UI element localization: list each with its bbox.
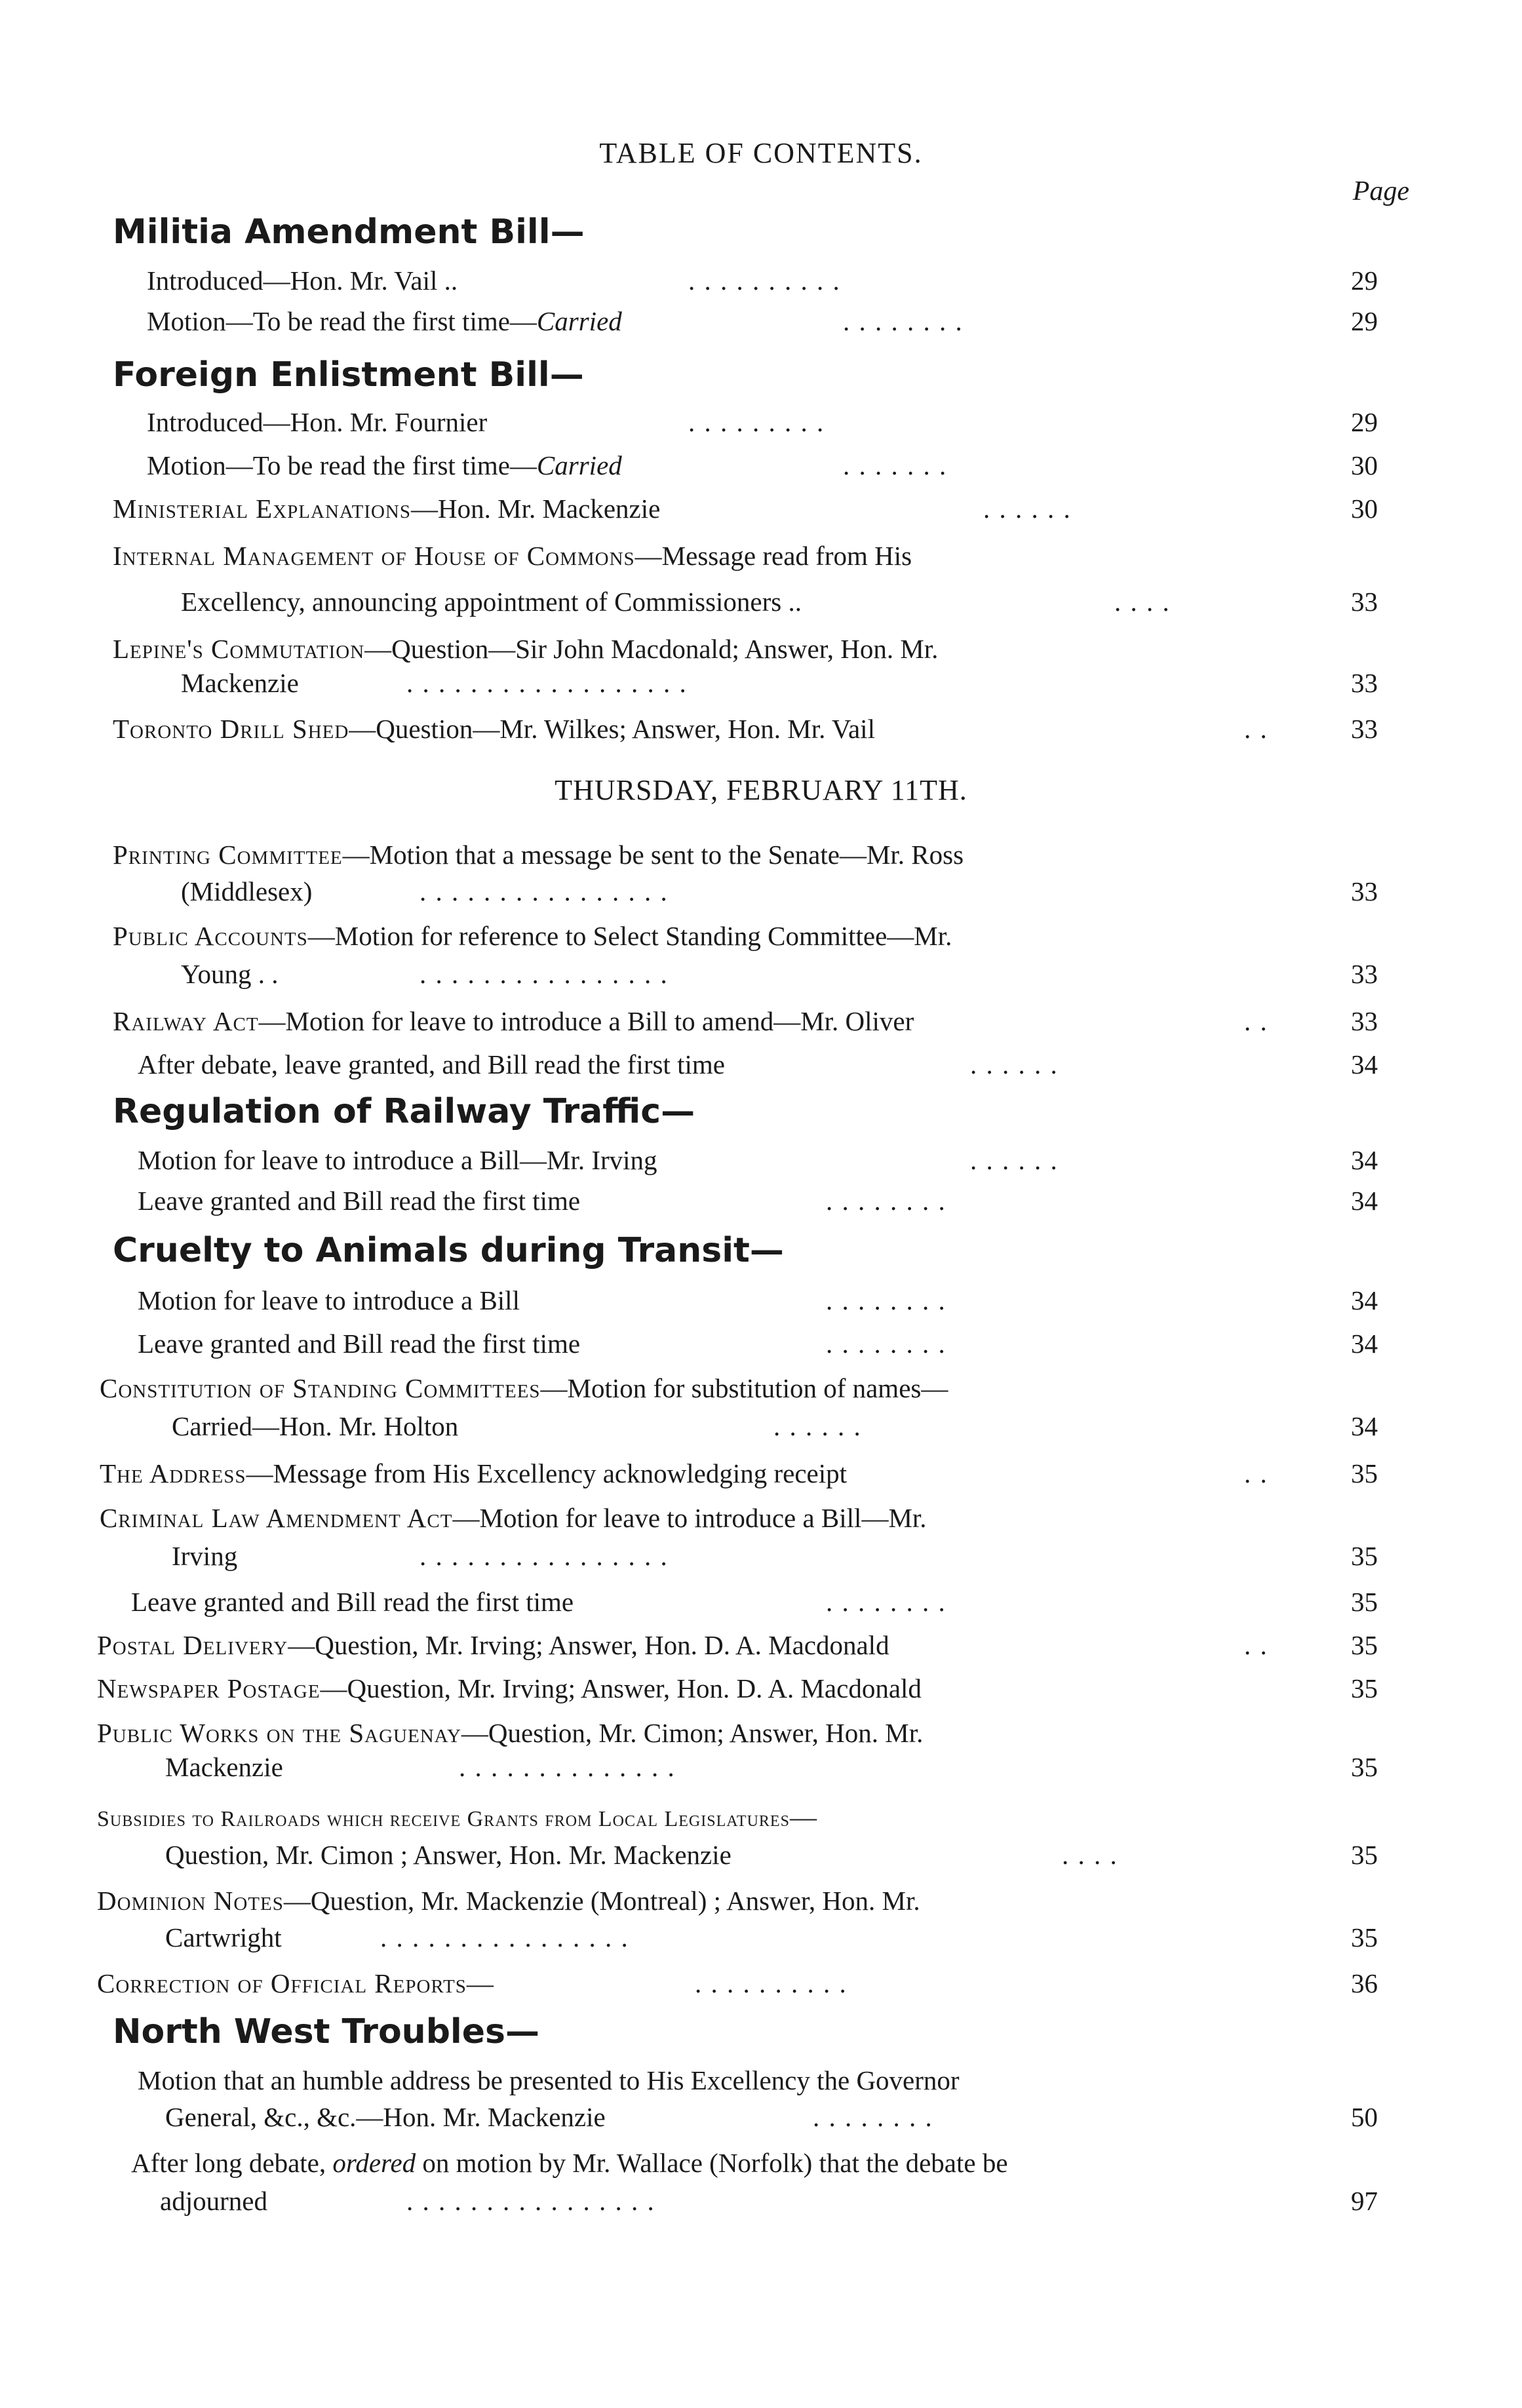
entry-text: Carried—Hon. Mr. Holton bbox=[172, 1411, 459, 1441]
entry-text: Cartwright bbox=[165, 1922, 282, 1952]
toc-entry bbox=[0, 2061, 1522, 2100]
toc-entry bbox=[0, 1140, 1522, 1180]
entry-text: adjourned bbox=[160, 2186, 267, 2216]
entry-text: Lepine's Commutation—Question—Sir John Macdonald; Answer, Hon. Mr. bbox=[113, 634, 939, 664]
leader-dots: . . . . . . . . bbox=[813, 2102, 933, 2132]
entry-page: 35 bbox=[1351, 1922, 1378, 1952]
toc-entry bbox=[0, 2181, 1522, 2221]
toc-entry bbox=[0, 582, 1522, 621]
entry-text: Introduced—Hon. Mr. Fournier bbox=[147, 407, 488, 437]
leader-dots: . . . . . . . . . . . . . . bbox=[459, 1752, 676, 1782]
toc-entry bbox=[0, 1713, 1522, 1753]
entry-page: 35 bbox=[1351, 1752, 1378, 1782]
entry-page: 35 bbox=[1351, 1458, 1378, 1488]
toc-entry bbox=[0, 489, 1522, 528]
entry-text: Motion—To be read the first time—Carried bbox=[147, 450, 622, 480]
entry-page: 33 bbox=[1351, 668, 1378, 698]
entry-page: 33 bbox=[1351, 1006, 1378, 1036]
toc-entry bbox=[0, 1835, 1522, 1874]
toc-entry bbox=[0, 663, 1522, 703]
entry-text: (Middlesex) bbox=[181, 876, 313, 906]
entry-text: Toronto Drill Shed—Question—Mr. Wilkes; Answer, Hon. Mr. Vail bbox=[113, 714, 875, 744]
leader-dots: . . . . . . bbox=[773, 1411, 862, 1441]
toc-entry bbox=[0, 446, 1522, 485]
leader-dots: . . . . . . . . . . . . . . . . bbox=[420, 959, 669, 989]
leader-dots: . . . . . . . . bbox=[843, 306, 964, 336]
entry-page: 35 bbox=[1351, 1630, 1378, 1660]
entry-text: Subsidies to Railroads which receive Grants from Local Legislatures— bbox=[97, 1802, 817, 1832]
leader-dots: . . . . . . . . . . . . . . . . bbox=[380, 1922, 629, 1952]
leader-dots: . . . . . . . . . . . . . . . . . . bbox=[406, 668, 688, 698]
leader-dots: . . bbox=[1244, 1458, 1268, 1488]
entry-page: 29 bbox=[1351, 265, 1378, 296]
leader-dots: . . . . . . . . . bbox=[688, 407, 825, 437]
leader-dots: . . bbox=[1244, 1630, 1268, 1660]
entry-text: Constitution of Standing Committees—Motion for substitution of names— bbox=[100, 1373, 948, 1403]
leader-dots: . . . . . . . . bbox=[826, 1329, 946, 1359]
entry-text: General, &c., &c.—Hon. Mr. Mackenzie bbox=[165, 2102, 606, 2132]
toc-entry bbox=[0, 1045, 1522, 1084]
entry-page: 33 bbox=[1351, 587, 1378, 617]
toc-entry bbox=[0, 1281, 1522, 1320]
toc-entry bbox=[0, 1669, 1522, 1708]
toc-entry bbox=[0, 1747, 1522, 1787]
entry-text: Dominion Notes—Question, Mr. Mackenzie (Montreal) ; Answer, Hon. Mr. bbox=[97, 1886, 920, 1916]
entry-page: 30 bbox=[1351, 494, 1378, 524]
entry-text: Correction of Official Reports— bbox=[97, 1968, 494, 1998]
toc-entry bbox=[0, 1498, 1522, 1538]
toc-entry bbox=[0, 1454, 1522, 1493]
entry-text: Leave granted and Bill read the first time bbox=[138, 1186, 581, 1216]
toc-entry bbox=[0, 1407, 1522, 1446]
entry-text: Postal Delivery—Question, Mr. Irving; Answer, Hon. D. A. Macdonald bbox=[97, 1630, 889, 1660]
toc-entry bbox=[0, 1324, 1522, 1363]
leader-dots: . . . . . . . bbox=[843, 450, 948, 480]
toc-entry bbox=[0, 1536, 1522, 1576]
entry-page: 36 bbox=[1351, 1968, 1378, 1998]
entry-page: 35 bbox=[1351, 1840, 1378, 1870]
leader-dots: . . . . . . . . . . bbox=[688, 265, 841, 296]
leader-dots: . . . . . . . . . . . . . . . . bbox=[420, 876, 669, 906]
entry-page: 34 bbox=[1351, 1049, 1378, 1079]
entry-page: 34 bbox=[1351, 1329, 1378, 1359]
entry-page: 35 bbox=[1351, 1541, 1378, 1571]
entry-text: Leave granted and Bill read the first time bbox=[138, 1329, 581, 1359]
entry-text: Public Works on the Saguenay—Question, Mr. Cimon; Answer, Hon. Mr. bbox=[97, 1718, 924, 1748]
entry-text: Introduced—Hon. Mr. Vail .. bbox=[147, 265, 458, 296]
entry-text: Printing Committee—Motion that a message be sent to the Senate—Mr. Ross bbox=[113, 840, 964, 870]
section-heading-cruelty: Cruelty to Animals during Transit— bbox=[113, 1231, 784, 1270]
leader-dots: . . bbox=[1244, 1006, 1268, 1036]
section-heading-foreign: Foreign Enlistment Bill— bbox=[113, 355, 584, 395]
toc-entry bbox=[0, 1881, 1522, 1920]
section-heading-railway-traffic: Regulation of Railway Traffic— bbox=[113, 1092, 695, 1131]
entry-text: Public Accounts—Motion for reference to Select Standing Committee—Mr. bbox=[113, 921, 952, 951]
leader-dots: . . . . . . . . . . . . . . . . bbox=[420, 1541, 669, 1571]
toc-entry bbox=[0, 402, 1522, 442]
toc-entry bbox=[0, 872, 1522, 911]
entry-text: Newspaper Postage—Question, Mr. Irving; Answer, Hon. D. A. Macdonald bbox=[97, 1673, 922, 1703]
leader-dots: . . . . . . bbox=[983, 494, 1072, 524]
entry-page: 34 bbox=[1351, 1411, 1378, 1441]
entry-text: After debate, leave granted, and Bill read the first time bbox=[138, 1049, 725, 1079]
toc-entry bbox=[0, 1369, 1522, 1408]
entry-text: Mackenzie bbox=[165, 1752, 283, 1782]
entry-page: 35 bbox=[1351, 1673, 1378, 1703]
entry-text: Motion for leave to introduce a Bill—Mr. Irving bbox=[138, 1145, 657, 1175]
entry-text: Motion that an humble address be presented to His Excellency the Governor bbox=[138, 2065, 960, 2095]
toc-entry bbox=[0, 1797, 1522, 1836]
entry-text: Leave granted and Bill read the first time bbox=[131, 1587, 574, 1617]
entry-text: Excellency, announcing appointment of Commissioners .. bbox=[181, 587, 802, 617]
toc-entry bbox=[0, 261, 1522, 300]
toc-entry bbox=[0, 2143, 1522, 2183]
entry-page: 30 bbox=[1351, 450, 1378, 480]
entry-page: 33 bbox=[1351, 714, 1378, 744]
entry-page: 29 bbox=[1351, 306, 1378, 336]
entry-page: 29 bbox=[1351, 407, 1378, 437]
entry-text: The Address—Message from His Excellency acknowledging receipt bbox=[100, 1458, 847, 1488]
entry-text: Irving bbox=[172, 1541, 238, 1571]
entry-page: 34 bbox=[1351, 1145, 1378, 1175]
toc-entry bbox=[0, 629, 1522, 669]
entry-text: Question, Mr. Cimon ; Answer, Hon. Mr. Mackenzie bbox=[165, 1840, 732, 1870]
leader-dots: . . . . . . . . . . . . . . . . bbox=[406, 2186, 655, 2216]
leader-dots: . . . . . . . . bbox=[826, 1186, 946, 1216]
entry-text: Ministerial Explanations—Hon. Mr. Mackenzie bbox=[113, 494, 661, 524]
toc-entry bbox=[0, 954, 1522, 994]
entry-page: 35 bbox=[1351, 1587, 1378, 1617]
section-heading-militia: Militia Amendment Bill— bbox=[113, 212, 585, 252]
leader-dots: . . . . . . bbox=[970, 1145, 1059, 1175]
toc-entry bbox=[0, 1625, 1522, 1665]
section-heading-north-west: North West Troubles— bbox=[113, 2012, 539, 2051]
entry-text: Motion for leave to introduce a Bill bbox=[138, 1285, 520, 1315]
leader-dots: . . . . bbox=[1062, 1840, 1118, 1870]
entry-text: Criminal Law Amendment Act—Motion for leave to introduce a Bill—Mr. bbox=[100, 1503, 927, 1533]
entry-text: Railway Act—Motion for leave to introduce a Bill to amend—Mr. Oliver bbox=[113, 1006, 914, 1036]
entry-text: After long debate, ordered on motion by Mr. Wallace (Norfolk) that the debate be bbox=[131, 2148, 1008, 2178]
toc-entry bbox=[0, 2097, 1522, 2137]
entry-text: Young . . bbox=[181, 959, 279, 989]
toc-entry bbox=[0, 1964, 1522, 2003]
entry-text: Mackenzie bbox=[181, 668, 299, 698]
toc-entry bbox=[0, 1918, 1522, 1957]
entry-text: Internal Management of House of Commons—Message read from His bbox=[113, 541, 912, 571]
entry-page: 33 bbox=[1351, 876, 1378, 906]
leader-dots: . . . . . . . . . . bbox=[695, 1968, 848, 1998]
page-title: TABLE OF CONTENTS. bbox=[599, 137, 923, 169]
toc-entry bbox=[0, 835, 1522, 874]
entry-text: Motion—To be read the first time—Carried bbox=[147, 306, 622, 336]
entry-page: 33 bbox=[1351, 959, 1378, 989]
day-heading: THURSDAY, FEBRUARY 11TH. bbox=[555, 774, 967, 806]
entry-page: 34 bbox=[1351, 1285, 1378, 1315]
leader-dots: . . bbox=[1244, 714, 1268, 744]
entry-page: 50 bbox=[1351, 2102, 1378, 2132]
toc-entry bbox=[0, 1582, 1522, 1622]
leader-dots: . . . . bbox=[1114, 587, 1171, 617]
toc-entry bbox=[0, 301, 1522, 341]
toc-entry bbox=[0, 536, 1522, 575]
toc-entry bbox=[0, 916, 1522, 956]
toc-entry bbox=[0, 1181, 1522, 1220]
toc-entry bbox=[0, 1001, 1522, 1041]
leader-dots: . . . . . . bbox=[970, 1049, 1059, 1079]
leader-dots: . . . . . . . . bbox=[826, 1285, 946, 1315]
entry-page: 97 bbox=[1351, 2186, 1378, 2216]
leader-dots: . . . . . . . . bbox=[826, 1587, 946, 1617]
page-column-label: Page bbox=[1352, 176, 1409, 206]
toc-entry bbox=[0, 709, 1522, 748]
entry-page: 34 bbox=[1351, 1186, 1378, 1216]
